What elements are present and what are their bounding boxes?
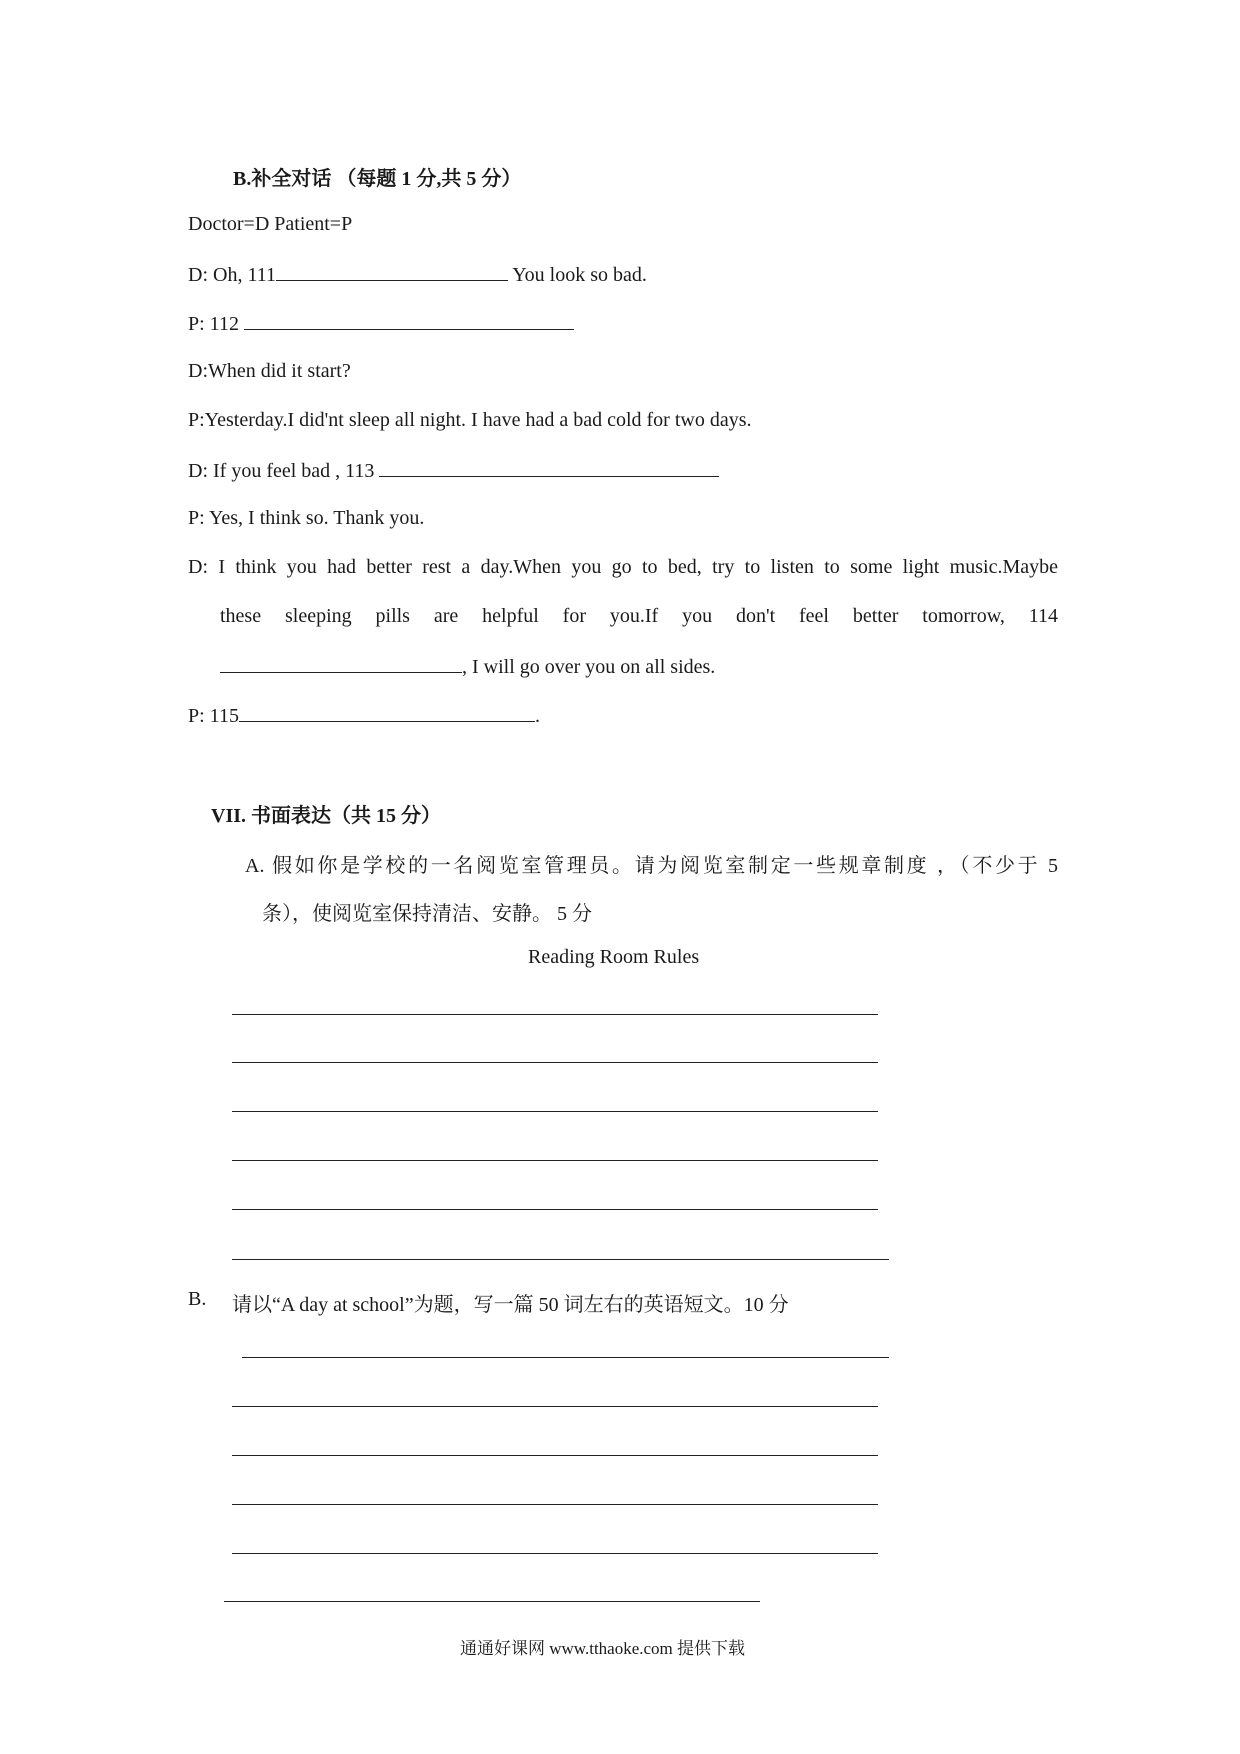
section-vii-title: VII. 书面表达（共 15 分） [211, 805, 442, 827]
dialogue-line-d3 [188, 458, 719, 483]
answer-blank-112[interactable] [244, 311, 574, 330]
task-a-prompt-line1: A. 假如你是学校的一名阅览室管理员。请为阅览室制定一些规章制度 ，（不少于 5 [245, 855, 1058, 877]
dialogue-line-p4 [188, 703, 540, 728]
dialogue-line-p2: P:Yesterday.I did'nt sleep all night. I have had a bad cold for two days. [188, 409, 752, 431]
writing-line-b4[interactable] [232, 1504, 878, 1505]
dialogue-text: D: Oh, 111 [188, 264, 276, 286]
writing-line-a6[interactable] [232, 1259, 889, 1260]
dialogue-line-d2: D:When did it start? [188, 360, 351, 382]
dialogue-text: . [534, 705, 540, 727]
dialogue-line-d4-1: D: I think you had better rest a day.When you go to bed, try to listen to some light music.Maybe [188, 556, 1058, 578]
dialogue-line-d1 [188, 262, 647, 287]
dialogue-line-d4-3 [220, 654, 715, 679]
dialogue-text: D: If you feel bad , 113 [188, 460, 380, 482]
writing-line-a2[interactable] [232, 1062, 878, 1063]
writing-line-a3[interactable] [232, 1111, 878, 1112]
answer-blank-111[interactable] [276, 262, 508, 281]
writing-line-a1[interactable] [232, 1014, 878, 1015]
writing-line-b2[interactable] [232, 1406, 878, 1407]
dialogue-line-p3: P: Yes, I think so. Thank you. [188, 507, 425, 529]
dialogue-line-d4-2: these sleeping pills are helpful for you.If you don't feel better tomorrow, 114 [220, 605, 1058, 627]
dialogue-text: , I will go over you on all sides. [462, 656, 716, 678]
writing-line-a4[interactable] [232, 1160, 878, 1161]
roles-legend: Doctor=D Patient=P [188, 213, 353, 235]
task-b-prompt: 请以“A day at school”为题，写一篇 50 词左右的英语短文。10 分 [232, 1294, 789, 1316]
answer-blank-115[interactable] [239, 703, 535, 722]
answer-blank-113[interactable] [379, 458, 719, 477]
task-a-heading: Reading Room Rules [528, 946, 700, 968]
writing-line-b5[interactable] [232, 1553, 878, 1554]
dialogue-line-p1 [188, 311, 574, 336]
writing-line-a5[interactable] [232, 1209, 878, 1210]
footer-credit: 通通好课网 www.tthaoke.com 提供下载 [460, 1639, 746, 1658]
dialogue-text: You look so bad. [507, 264, 647, 286]
dialogue-text: P: 115 [188, 705, 239, 727]
task-a-prompt-line2: 条），使阅览室保持清洁、安静。 5 分 [262, 903, 592, 925]
writing-line-b1[interactable] [242, 1357, 889, 1358]
writing-line-b6[interactable] [224, 1601, 760, 1602]
writing-line-b3[interactable] [232, 1455, 878, 1456]
answer-blank-114[interactable] [220, 654, 462, 673]
dialogue-text: P: 112 [188, 313, 244, 335]
section-b-title: B.补全对话 （每题 1 分,共 5 分） [233, 168, 522, 190]
task-b-label: B. [188, 1288, 207, 1310]
